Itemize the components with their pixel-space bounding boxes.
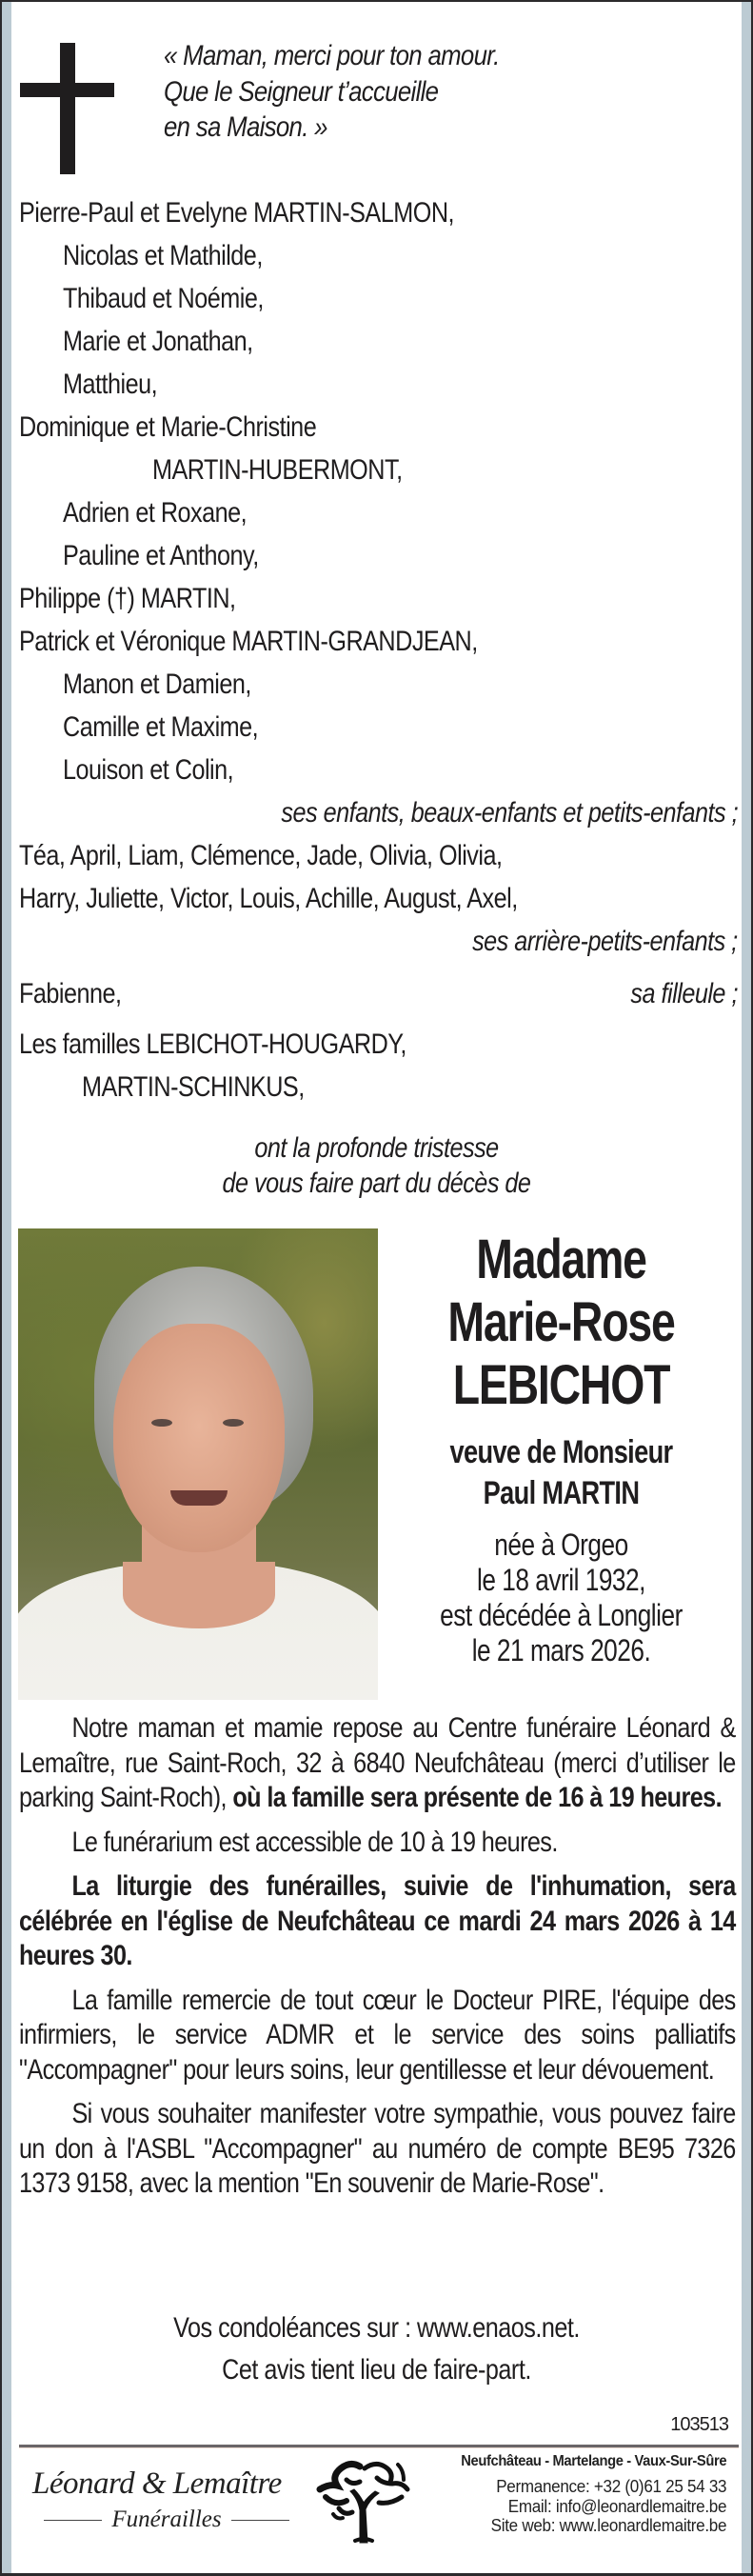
family-line: Manon et Damien, <box>63 669 251 700</box>
family-line: MARTIN-HUBERMONT, <box>152 454 403 486</box>
epigraph-line: en sa Maison. » <box>164 111 327 143</box>
deceased-name: Madame Marie-Rose LEBICHOT <box>447 1228 675 1416</box>
family-line: Louison et Colin, <box>63 754 234 786</box>
funeral-home-name: Léonard & Lemaître <box>32 2466 282 2501</box>
website-link[interactable]: Site web: www.leonardlemaitre.be <box>490 2515 726 2535</box>
family-line: Fabienne, sa filleule ; <box>19 972 738 1015</box>
locations: Neufchâteau - Martelange - Vaux-Sur-Sûre <box>461 2453 726 2469</box>
family-line: Pauline et Anthony, <box>63 540 259 571</box>
family-line: Adrien et Roxane, <box>63 497 248 529</box>
deceased-photo <box>18 1228 378 1700</box>
family-line: Téa, April, Liam, Clémence, Jade, Olivia, Olivia, <box>19 840 503 871</box>
obituary-body <box>19 1711 736 2211</box>
family-line: Patrick et Véronique MARTIN-GRANDJEAN, <box>19 626 478 657</box>
family-relation: ses arrière-petits-enfants ; <box>472 926 738 957</box>
family-line: Marie et Jonathan, <box>63 326 253 357</box>
email-link[interactable]: Email: info@leonardlemaitre.be <box>507 2495 726 2516</box>
widow-of: veuve de Monsieur Paul MARTIN <box>449 1434 673 1511</box>
right-border-strip <box>742 2 751 2573</box>
paragraph-visitation: Notre maman et mamie repose au Centre funéraire Léonard & Lemaître, rue Saint-Roch, 32 à 6840 Neufchâteau (merci d’utiliser le parking Saint-Roch), où la famille sera présente de 16 à 19 heures. <box>19 1712 736 1813</box>
paragraph-donation: Si vous souhaiter manifester votre sympathie, vous pouvez faire un don à l'ASBL "Accompagner" au numéro de compte BE95 7326 1373 9158, avec la mention "En souvenir de Marie-Rose". <box>19 2098 736 2199</box>
paragraph-thanks: La famille remercie de tout cœur le Docteur PIRE, l'équipe des infirmiers, le service ADMR et le service des soins palliatifs "Accompagner" pour leurs soins, leur gentillesse et leur dévouement. <box>19 1984 736 2086</box>
birth-death-info: née à Orgeo le 18 avril 1932, est décédée à Longlier le 21 mars 2026. <box>440 1528 683 1667</box>
announcement <box>11 1130 742 1201</box>
announcement-line: ont la profonde tristesse <box>254 1132 499 1164</box>
paragraph-hours: Le funérarium est accessible de 10 à 19 heures. <box>71 1826 558 1858</box>
family-line: Thibaud et Noémie, <box>63 283 264 314</box>
family-line: Dominique et Marie-Christine <box>19 411 317 443</box>
epigraph-line: « Maman, merci pour ton amour. <box>164 40 500 71</box>
footer-divider-highlight <box>19 2447 739 2448</box>
epigraph-quote <box>164 38 500 146</box>
condolences-line: Vos condoléances sur : www.enaos.net. <box>173 2312 580 2344</box>
deceased-info <box>381 1228 742 1668</box>
announcement-line: de vous faire part du décès de <box>222 1168 531 1199</box>
reference-number: 103513 <box>670 2414 728 2435</box>
left-border-strip <box>2 2 11 2573</box>
family-line: Pierre-Paul et Evelyne MARTIN-SALMON, <box>19 197 455 229</box>
family-line: Camille et Maxime, <box>63 711 259 743</box>
family-list <box>19 191 738 1108</box>
family-line: Les familles LEBICHOT-HOUGARDY, <box>19 1028 406 1060</box>
epigraph-line: Que le Seigneur t’accueille <box>164 75 439 108</box>
family-line: Matthieu, <box>63 369 158 400</box>
funeral-home-contact <box>438 2451 726 2536</box>
notice-line: Cet avis tient lieu de faire-part. <box>222 2354 531 2386</box>
phone: Permanence: +32 (0)61 25 54 33 <box>495 2476 726 2496</box>
family-line: MARTIN-SCHINKUS, <box>82 1071 305 1103</box>
funeral-home-subtitle: Funérailles <box>44 2506 289 2533</box>
family-line: Harry, Juliette, Victor, Louis, Achille, August, Axel, <box>19 883 518 914</box>
family-relation: ses enfants, beaux-enfants et petits-enfants ; <box>281 797 738 829</box>
tree-icon <box>312 2457 415 2545</box>
family-line: Nicolas et Mathilde, <box>63 240 263 271</box>
family-relation: sa filleule ; <box>630 978 738 1009</box>
family-line: Philippe (†) MARTIN, <box>19 583 236 614</box>
paragraph-ceremony: La liturgie des funérailles, suivie de l'inhumation, sera célébrée en l'église de Neufchâteau ce mardi 24 mars 2026 à 14 heures 30. <box>19 1870 736 1971</box>
